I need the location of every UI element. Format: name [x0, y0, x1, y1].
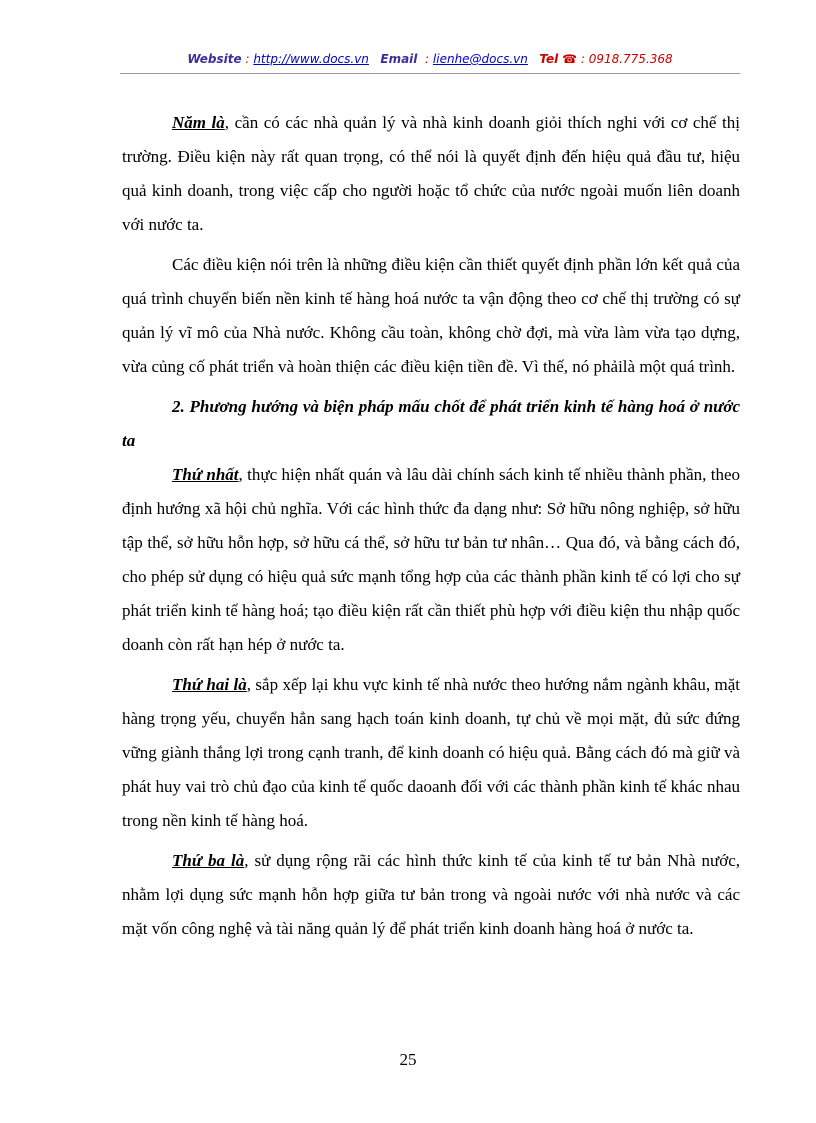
paragraph-text: Các điều kiện nói trên là những điều kiện cần thiết quyết định phần lớn kết quả của quá trình chuyển biến nền kinh tế hàng hoá nước ta vận động theo cơ chế thị trường có sự quản lý vĩ mô của Nhà nước. Không cầu toàn, không chờ đợi, mà vừa làm vừa tạo dựng, vừa củng cố phát triển và hoàn thiện các điều kiện tiền đề. Vì thế, nó phảilà một quá trình.	[122, 255, 740, 376]
paragraph-lead: Thứ nhất	[172, 465, 239, 484]
website-label: Website	[187, 52, 242, 66]
paragraph-summary	[122, 248, 740, 384]
section-heading: 2. Phương hướng và biện pháp mấu chốt để phát triển kinh tế hàng hoá ở nước ta	[122, 397, 740, 450]
paragraph-thu-hai	[122, 668, 740, 838]
paragraph-lead: Thứ hai là	[172, 675, 247, 694]
tel-label: Tel	[539, 52, 559, 66]
paragraph-text: , sử dụng rộng rãi các hình thức kinh tế của kinh tế tư bản Nhà nước, nhằm lợi dụng sức mạnh hỗn hợp giữa tư bản trong và ngoài nước với nhà nước và các mặt vốn công nghệ và tài năng quản lý để phát triển kinh doanh hàng hoá ở nước ta.	[122, 851, 740, 938]
email-link[interactable]: lienhe@docs.vn	[432, 52, 528, 66]
email-separator: :	[421, 52, 433, 66]
paragraph-nam-la	[122, 106, 740, 242]
paragraph-text: , sắp xếp lại khu vực kinh tế nhà nước theo hướng nắm ngành khâu, mặt hàng trọng yếu, chuyển hẳn sang hạch toán kinh doanh, tự chủ về mọi mặt, đủ sức đứng vững giành thắng lợi trong cạnh tranh, để kinh doanh có hiệu quả. Bằng cách đó mà giữ và phát huy vai trò chủ đạo của kinh tế quốc daoanh đối với các thành phần kinh tế khác nhau trong nền kinh tế hàng hoá.	[122, 675, 740, 830]
paragraph-text: , thực hiện nhất quán và lâu dài chính sách kinh tế nhiều thành phần, theo định hướng xã hội chủ nghĩa. Với các hình thức đa dạng như: Sở hữu nông nghiệp, sở hữu tập thể, sở hữu hỗn hợp, sở hữu cá thể, sở hữu tư bản tư nhân… Qua đó, và bằng cách đó, cho phép sử dụng có hiệu quả sức mạnh tổng hợp của các thành phần kinh tế có lợi cho sự phát triển kinh tế hàng hoá; tạo điều kiện rất cần thiết phù hợp với điều kiện thu nhập quốc doanh còn rất hạn hép ở nước ta.	[122, 465, 741, 654]
paragraph-lead: Năm là	[172, 113, 225, 132]
phone-icon: ☎	[562, 52, 578, 66]
paragraph-lead: Thứ ba là	[172, 851, 245, 870]
document-body	[122, 106, 740, 946]
website-link[interactable]: http://www.docs.vn	[253, 52, 369, 66]
paragraph-text: , cần có các nhà quản lý và nhà kinh doanh giỏi thích nghi với cơ chế thị trường. Điều kiện này rất quan trọng, có thể nói là quyết định đến hiệu quả đầu tư, hiệu quả kinh doanh, trong việc cấp cho người hoặc tổ chức của nước ngoài muốn liên doanh với nước ta.	[122, 113, 740, 234]
tel-number: : 0918.775.368	[577, 52, 673, 66]
website-separator: :	[241, 52, 254, 66]
page-number: 25	[399, 1050, 417, 1069]
page-header	[120, 50, 740, 68]
paragraph-thu-ba	[122, 844, 740, 946]
header-divider	[120, 73, 740, 74]
paragraph-thu-nhat	[122, 458, 740, 662]
email-label: Email	[380, 52, 418, 66]
